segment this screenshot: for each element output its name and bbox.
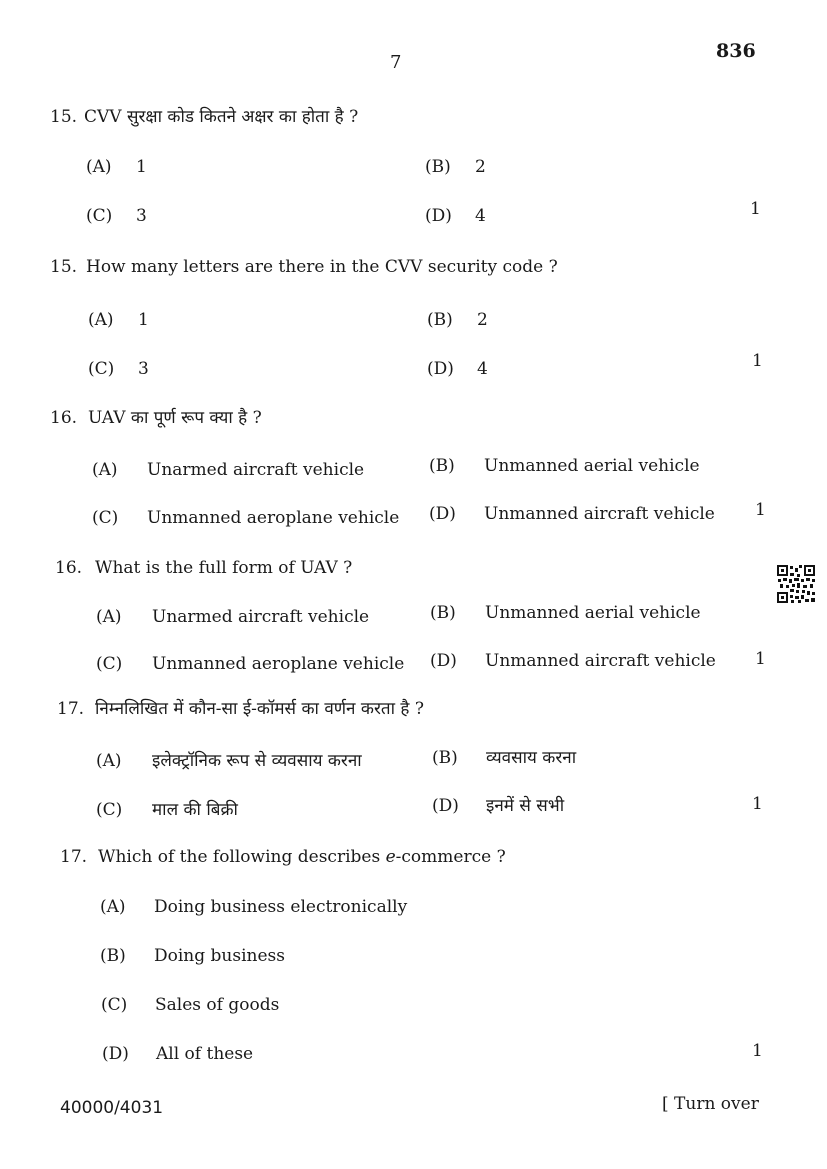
option-d: (D) All of these: [102, 1044, 254, 1064]
option-c: (C) Sales of goods: [101, 995, 280, 1015]
question-number: 17.: [60, 847, 88, 867]
paper-code: 836: [716, 40, 756, 62]
option-b: (B) Unmanned aerial vehicle: [430, 603, 701, 623]
question-16-hindi: [50, 405, 262, 428]
question-16-english: [55, 558, 352, 578]
qr-code-icon: [776, 564, 816, 604]
marks: 1: [755, 649, 766, 669]
option-c: (C) Unmanned aeroplane vehicle: [96, 654, 405, 674]
question-text-prefix: Which of the following describes: [98, 847, 386, 867]
option-c: (C) Unmanned aeroplane vehicle: [92, 508, 400, 528]
marks: 1: [755, 500, 766, 520]
option-a: (A) 1: [86, 157, 147, 177]
option-c: (C) 3: [88, 359, 149, 379]
footer-code: 40000/4031: [60, 1098, 164, 1118]
question-number: 16.: [55, 558, 83, 578]
question-number: 15.: [50, 257, 78, 277]
question-17-hindi: [57, 696, 424, 719]
question-number: 17.: [57, 699, 85, 719]
option-b: (B) Unmanned aerial vehicle: [429, 456, 700, 476]
question-text-italic: e: [385, 847, 396, 867]
question-text: What is the full form of UAV ?: [95, 558, 353, 578]
option-d: (D) इनमें से सभी: [432, 796, 565, 816]
marks: 1: [752, 1041, 763, 1061]
question-15-hindi: [50, 104, 358, 127]
question-number: 15.: [50, 107, 78, 127]
option-c: (C) 3: [86, 206, 147, 226]
page-number: 7: [390, 52, 402, 73]
option-b: (B) 2: [425, 157, 486, 177]
option-b: (B) Doing business: [100, 946, 285, 966]
question-text: UAV का पूर्ण रूप क्या है ?: [88, 408, 262, 428]
question-text: How many letters are there in the CVV security code ?: [86, 257, 558, 277]
option-a: (A) 1: [88, 310, 149, 330]
option-c: (C) माल की बिक्री: [96, 800, 238, 820]
option-d: (D) 4: [425, 206, 486, 226]
option-d: (D) Unmanned aircraft vehicle: [429, 504, 715, 524]
option-d: (D) Unmanned aircraft vehicle: [430, 651, 716, 671]
option-a: (A) इलेक्ट्रॉनिक रूप से व्यवसाय करना: [96, 751, 362, 771]
marks: 1: [752, 794, 763, 814]
option-a: (A) Doing business electronically: [100, 897, 408, 917]
marks: 1: [752, 351, 763, 371]
question-17-english: [60, 847, 506, 867]
option-b: (B) व्यवसाय करना: [432, 748, 577, 768]
question-text-suffix: -commerce ?: [395, 847, 506, 867]
option-d: (D) 4: [427, 359, 488, 379]
option-a: (A) Unarmed aircraft vehicle: [92, 460, 365, 480]
question-number: 16.: [50, 408, 78, 428]
question-15-english: [50, 257, 558, 277]
question-text: CVV सुरक्षा कोड कितने अक्षर का होता है ?: [84, 107, 359, 127]
option-b: (B) 2: [427, 310, 488, 330]
question-text: निम्नलिखित में कौन-सा ई-कॉमर्स का वर्णन करता है ?: [95, 699, 424, 719]
option-a: (A) Unarmed aircraft vehicle: [96, 607, 370, 627]
turn-over: [ Turn over: [662, 1094, 759, 1114]
marks: 1: [750, 199, 761, 219]
